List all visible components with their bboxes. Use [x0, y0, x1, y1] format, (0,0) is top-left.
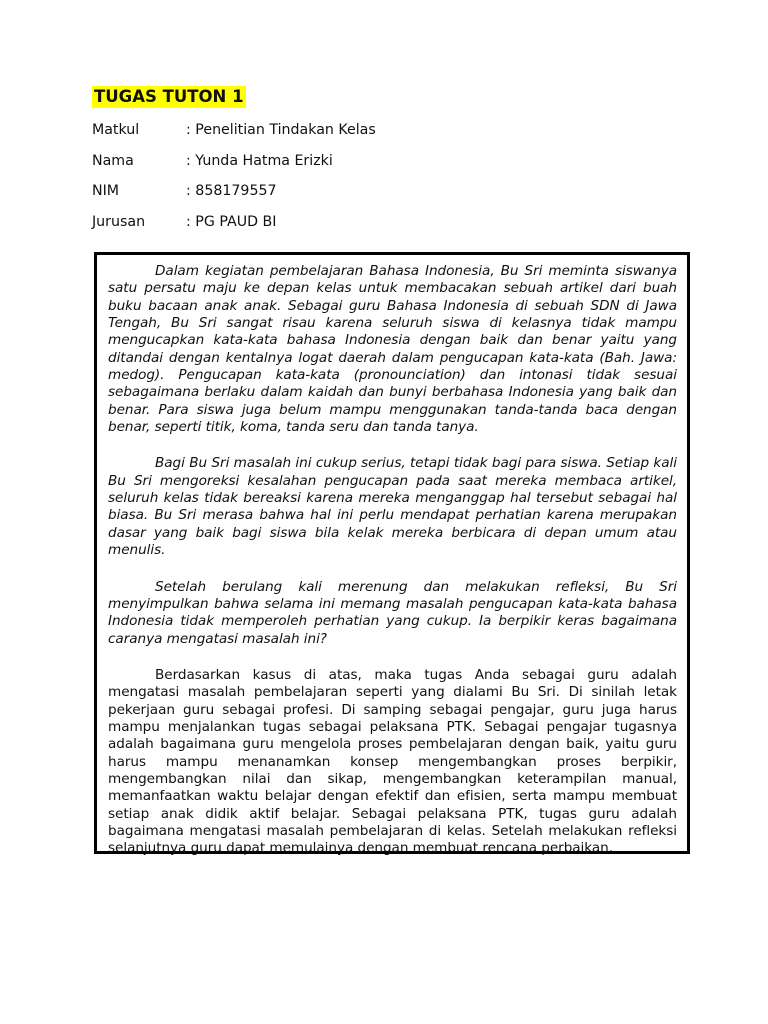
task-paragraph: Berdasarkan kasus di atas, maka tugas Anda sebagai guru adalah mengatasi masalah pembelajaran seperti yang dialami Bu Sri. Di sinilah letak pekerjaan guru sebagai profesi. Di samping sebagai pengajar, guru juga harus mampu menjalankan tugas sebagai pelaksana PTK. Sebagai pengajar tugasnya adalah bagaimana guru mengelola proses pembelajaran dengan baik, yaitu guru harus mampu menanamkan konsep mengembangkan proses berpikir, mengembangkan nilai dan sikap, mengembangkan keterampilan manual, memanfaatkan waktu belajar dengan efektif dan efisien, serta mampu membuat setiap anak didik aktif belajar. Sebagai pelaksana PTK, tugas guru adalah bagaimana mengatasi masalah pembelajaran di kelas. Setelah melakukan refleksi selanjutnya guru dapat memulainya dengan membuat rencana perbaikan. — [108, 666, 677, 857]
info-label: Nama — [92, 152, 134, 169]
info-label: Jurusan — [92, 213, 146, 230]
info-row-nama — [92, 151, 592, 182]
student-info — [92, 120, 592, 242]
info-value: : 858179557 — [186, 183, 277, 199]
info-value: : PG PAUD BI — [186, 213, 277, 230]
case-paragraph-1: Dalam kegiatan pembelajaran Bahasa Indonesia, Bu Sri meminta siswanya satu persatu maju ke depan kelas untuk membacakan sebuah artikel dari buah buku bacaan anak anak. Sebagai guru Bahasa Indonesia di sebuah SDN di Jawa Tengah, Bu Sri sangat risau karena seluruh siswa di kelasnya tidak mampu mengucapkan kata-kata bahasa Indonesia dengan baik dan benar yaitu yang ditandai dengan kentalnya logat daerah dalam pengucapan kata-kata (Bah. Jawa: medog). Pengucapan kata-kata (pronounciation) dan intonasi tidak sesuai sebagaimana berlaku dalam kaidah dan bunyi berbahasa Indonesia yang baik dan benar. Para siswa juga belum mampu menggunakan tanda-tanda baca dengan benar, seperti titik, koma, tanda seru dan tanda tanya. — [108, 263, 677, 436]
info-label: Matkul — [92, 122, 140, 138]
info-row-matkul — [92, 120, 592, 151]
assignment-title: TUGAS TUTON 1 — [94, 87, 244, 106]
info-row-jurusan — [92, 212, 592, 243]
case-paragraph-2: Bagi Bu Sri masalah ini cukup serius, tetapi tidak bagi para siswa. Setiap kali Bu Sri mengoreksi kesalahan pengucapan pada saat mereka membaca artikel, seluruh kelas tidak bereaksi karena mereka menganggap hal tersebut sebagai hal biasa. Bu Sri merasa bahwa hal ini perlu mendapat perhatian karena merupakan dasar yang baik bagi siswa bila kelak mereka berbicara di depan umum atau menulis. — [108, 455, 677, 559]
case-paragraph-3: Setelah berulang kali merenung dan melakukan refleksi, Bu Sri menyimpulkan bahwa selama ini memang masalah pengucapan kata-kata bahasa Indonesia tidak memperoleh perhatian yang cukup. Ia berpikir keras bagaimana caranya mengatasi masalah ini? — [108, 578, 677, 647]
case-box — [94, 252, 690, 857]
info-value: : Penelitian Tindakan Kelas — [186, 122, 376, 138]
info-label: NIM — [92, 183, 120, 199]
info-value: : Yunda Hatma Erizki — [186, 152, 333, 169]
info-row-nim — [92, 181, 592, 212]
